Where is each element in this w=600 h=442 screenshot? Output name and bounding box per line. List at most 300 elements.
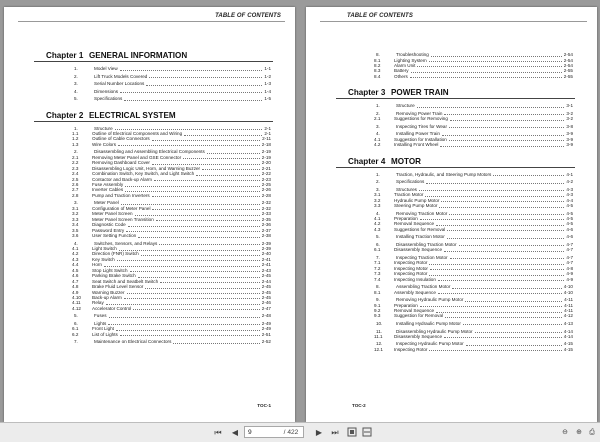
- toc-entry-page: 1-4: [264, 88, 271, 94]
- toc-entry-number: 4.: [376, 210, 380, 216]
- print-icon[interactable]: ⎙: [589, 428, 595, 436]
- toc-entry-number: 2.: [74, 73, 78, 79]
- toc-entry-number: 3.1: [72, 205, 79, 211]
- toc-entry-title: Disassembling Logic Unit, Horn, and Warning Buzzer: [92, 165, 201, 171]
- toc-entry-page: 2-20: [261, 160, 271, 166]
- dot-leader: [196, 173, 260, 176]
- toc-entry[interactable]: [4, 74, 295, 79]
- toc-entry-page: 3-8: [566, 123, 573, 129]
- toc-entry-number: 9.2: [374, 308, 381, 313]
- toc-entry-title: Disassembling Traction Motor: [396, 241, 457, 247]
- toc-entry-title: List of Lights: [92, 331, 118, 337]
- chapter-heading[interactable]: [34, 49, 273, 62]
- toc-entry-number: 4.1: [72, 246, 79, 252]
- toc-entry-number: 2.1: [374, 116, 381, 122]
- toc-subentry[interactable]: [306, 227, 597, 232]
- chapter-title: POWER TRAIN: [391, 88, 449, 98]
- toc-entry-number: 8.2: [374, 62, 381, 68]
- toc-entry-page: 4-6: [566, 234, 573, 240]
- toc-subentry[interactable]: [4, 233, 295, 238]
- header-rule: [18, 21, 285, 22]
- dot-leader: [430, 267, 564, 270]
- toc-entry-number: 3.2: [72, 211, 79, 217]
- toc-entry-page: 4-11: [564, 302, 573, 308]
- document-page-left: [4, 7, 295, 422]
- toc-entry-title: Specifications: [94, 96, 123, 102]
- toc-entry-title: Serial Number Locations: [94, 81, 145, 87]
- toc-entry-number: 10.: [376, 320, 383, 326]
- toc-entry-page: 4-8: [566, 265, 573, 271]
- toc-entry-number: 9.1: [374, 302, 381, 308]
- toc-subentry[interactable]: [4, 142, 295, 147]
- toc-entry-page: 1-3: [264, 81, 271, 87]
- toc-subentry[interactable]: [306, 142, 597, 147]
- toc-entry-page: 4-5: [566, 203, 573, 208]
- dot-leader: [439, 205, 564, 208]
- toc-entry-number: 5.: [376, 234, 380, 240]
- page-header: TABLE OF CONTENTS: [347, 13, 413, 19]
- toc-entry-title: Disassembling and Assembling Electrical Components: [94, 149, 205, 155]
- toc-entry-title: Inverter Cables: [92, 187, 124, 193]
- dot-leader: [429, 348, 562, 351]
- dot-leader: [124, 98, 262, 101]
- dot-leader: [449, 125, 564, 128]
- toc-entry-page: 2-41: [261, 262, 271, 268]
- toc-entry-page: 2-22: [261, 171, 271, 177]
- toc-entry-number: 2.2: [72, 160, 79, 166]
- chapter-title: MOTOR: [391, 156, 421, 166]
- dot-leader: [149, 75, 262, 78]
- toc-entry-page: 2-43: [261, 267, 271, 273]
- dot-leader: [202, 167, 260, 170]
- dot-leader: [419, 188, 564, 191]
- dot-leader: [429, 262, 564, 265]
- toc-entry-title: Others: [394, 73, 408, 79]
- zoom-in-icon[interactable]: ⊕: [576, 428, 582, 436]
- dot-leader: [138, 235, 260, 238]
- toc-entry-title: Suggestions for Removal: [394, 226, 446, 232]
- dot-leader: [127, 291, 260, 294]
- toc-entry-page: 2-38: [261, 233, 271, 239]
- toc-entry-page: 2-25: [261, 182, 271, 188]
- toc-entry-number: 11.1: [374, 333, 383, 339]
- toc-entry[interactable]: [306, 321, 597, 326]
- dot-leader: [410, 75, 562, 78]
- toc-entry-number: 5.: [74, 96, 78, 102]
- toc-entry-number: 4.9: [72, 289, 79, 295]
- dot-leader: [438, 291, 562, 294]
- toc-entry-page: 2-19: [261, 154, 271, 160]
- toc-entry-page: 1-1: [264, 66, 271, 71]
- toc-entry-page: 2-45: [261, 284, 271, 290]
- toc-entry[interactable]: [4, 66, 295, 71]
- toc-entry-number: 2.4: [72, 171, 79, 177]
- dot-leader: [447, 236, 564, 239]
- toc-entry-number: 9.3: [374, 313, 381, 319]
- toc-entry-page: 4-5: [566, 215, 573, 221]
- toc-entry-number: 4.11: [72, 300, 81, 306]
- toc-entry-number: 7.1: [374, 260, 381, 266]
- dot-leader: [141, 253, 260, 256]
- dot-leader: [124, 296, 260, 299]
- toc-entry-title: Stop Light Switch: [92, 267, 128, 273]
- toc-entry-page: 4-14: [563, 328, 573, 334]
- toc-entry-number: 2.: [376, 179, 380, 185]
- toc-entry-title: Model View: [94, 66, 118, 71]
- last-page-icon[interactable]: ⏭: [331, 428, 339, 437]
- dot-leader: [120, 90, 262, 93]
- toc-entry-page: 4-1: [566, 171, 573, 177]
- toc-entry-page: 2-23: [261, 176, 271, 182]
- chapter-title: ELECTRICAL SYSTEM: [89, 110, 176, 120]
- toc-entry-page: 4-7: [566, 260, 573, 266]
- page-total: / 422: [283, 428, 299, 436]
- toc-entry-number: 3.5: [72, 227, 79, 233]
- toc-entry-number: 3.: [376, 123, 380, 129]
- toc-entry[interactable]: [4, 339, 295, 344]
- page-number-value: 9: [248, 429, 252, 436]
- toc-entry-page: 4-13: [563, 320, 573, 326]
- toc-entry-page: 2-54: [563, 57, 573, 63]
- dot-leader: [115, 127, 262, 130]
- table-of-contents: [306, 50, 597, 352]
- dot-leader: [441, 199, 564, 202]
- table-of-contents: [4, 49, 295, 345]
- toc-entry-page: 1-5: [264, 96, 271, 102]
- dot-leader: [444, 249, 564, 252]
- toc-entry-page: 4-7: [566, 247, 573, 253]
- toc-entry-number: 4.: [74, 240, 78, 246]
- dot-leader: [452, 286, 562, 289]
- toc-entry-page: 4-11: [564, 297, 573, 303]
- toc-subentry[interactable]: [306, 277, 597, 282]
- dot-leader: [411, 70, 562, 73]
- toc-entry-title: Lights: [94, 320, 107, 326]
- chapter-heading[interactable]: [336, 86, 575, 99]
- toc-entry-title: Removing Dashboard Cover: [92, 160, 150, 166]
- toc-entry-title: Contactor and Back-up Alarm: [92, 176, 153, 182]
- toc-entry-number: 4.8: [72, 284, 79, 290]
- toc-entry-page: 2-45: [261, 294, 271, 300]
- chapter-number: Chapter 4: [348, 156, 386, 166]
- dot-leader: [120, 68, 262, 71]
- toc-entry[interactable]: [4, 81, 295, 86]
- toc-entry-page: 2-55: [563, 73, 573, 79]
- toc-entry-page: 4-6: [566, 226, 573, 232]
- toc-entry-number: 1.2: [72, 136, 79, 142]
- document-page-right: [306, 7, 597, 422]
- toc-entry-page: 2-40: [261, 251, 271, 257]
- toc-entry-number: 4.5: [72, 267, 79, 273]
- toc-entry-number: 3.6: [72, 233, 79, 239]
- zoom-out-icon[interactable]: ⊖: [562, 428, 568, 436]
- dot-leader: [133, 307, 260, 310]
- dot-leader: [184, 133, 262, 136]
- toc-entry-number: 3.: [74, 200, 78, 206]
- toc-entry-title: Meter Panel Screen Transition: [92, 216, 154, 222]
- toc-entry-title: Battery: [394, 68, 409, 74]
- dot-leader: [436, 310, 562, 313]
- dot-leader: [118, 143, 260, 146]
- dot-leader: [429, 59, 562, 62]
- page-footer: TOC-1: [257, 403, 271, 408]
- toc-entry-title: Suggestion for Installation: [394, 136, 447, 142]
- toc-entry-title: Disassembling Hydraulic Pump Motor: [396, 328, 473, 334]
- toc-entry-page: 4-9: [566, 276, 573, 282]
- toc-entry-title: Inspecting Tires for Wear: [396, 123, 447, 129]
- toc-entry-page: 4-10: [563, 289, 573, 295]
- toc-entry-title: Troubleshooting: [396, 52, 429, 58]
- toc-entry-title: Inspecting Insulation: [394, 276, 436, 282]
- toc-subentry[interactable]: [306, 116, 597, 121]
- toc-entry-title: Brake Fluid Level Sensor: [92, 284, 144, 290]
- toc-entry-number: 7.3: [374, 271, 381, 277]
- dot-leader: [135, 213, 260, 216]
- toc-entry-title: Removing Hydraulic Pump Motor: [396, 297, 464, 303]
- toc-entry-page: 4-3: [566, 192, 573, 198]
- toc-entry-number: 4.10: [72, 294, 81, 300]
- toc-entry-title: Horn: [92, 262, 102, 268]
- toc-entry-title: Warning Buzzer: [92, 289, 125, 295]
- toc-subentry[interactable]: [306, 290, 597, 295]
- toc-entry-title: Suggestions for Removing: [394, 116, 448, 122]
- toc-entry-title: Accelerator Control: [92, 305, 132, 311]
- toc-entry-page: 2-11: [262, 136, 271, 142]
- first-page-icon[interactable]: ⏮: [214, 428, 222, 437]
- toc-entry-number: 3.1: [374, 192, 381, 198]
- toc-entry-title: Diagnostic Code: [92, 222, 126, 228]
- toc-entry-title: Traction, Hydraulic, and Steering Pump Motors: [396, 171, 492, 177]
- toc-entry-page: 4-15: [563, 341, 573, 347]
- toc-subentry[interactable]: [306, 347, 597, 352]
- previous-page-icon[interactable]: ◀: [231, 428, 239, 437]
- chapter-number: Chapter 1: [46, 51, 84, 60]
- toc-entry-page: 3-2: [566, 116, 573, 122]
- toc-entry-number: 9.: [376, 297, 380, 303]
- toc-entry-number: 6.: [376, 241, 380, 247]
- toc-entry-page: 4-7: [566, 254, 573, 260]
- toc-subentry[interactable]: [4, 332, 295, 337]
- dot-leader: [120, 333, 260, 336]
- toc-entry-page: 2-45: [261, 289, 271, 295]
- dot-leader: [160, 280, 260, 283]
- toc-entry-number: 2.8: [72, 192, 79, 198]
- toc-entry-title: Configuration of Meter Panel: [92, 205, 151, 211]
- toc-entry-page: 2-54: [563, 62, 573, 68]
- toc-entry[interactable]: [306, 172, 597, 177]
- dot-leader: [173, 341, 260, 344]
- toc-entry-page: 3-9: [566, 142, 573, 148]
- toc-entry-number: 1.: [376, 171, 380, 177]
- toc-entry-number: 11.: [376, 328, 383, 334]
- toc-entry-title: Parking Brake Switch: [92, 273, 136, 279]
- toc-entry-title: Back-up Alarm: [92, 294, 122, 300]
- toc-entry-page: 2-51: [261, 331, 271, 337]
- dot-leader: [138, 275, 260, 278]
- toc-entry-title: Inspecting Motor: [394, 265, 428, 271]
- toc-entry-number: 4.2: [72, 251, 79, 257]
- toc-entry-page: 4-11: [564, 308, 573, 313]
- toc-entry-page: 2-37: [261, 227, 271, 233]
- toc-entry-title: Removing Meter Panel and GSE Connector: [92, 154, 182, 160]
- dot-leader: [183, 156, 260, 159]
- toc-subentry[interactable]: [306, 74, 597, 79]
- dot-leader: [152, 207, 260, 210]
- dot-leader: [463, 322, 562, 325]
- toc-entry-number: 6.1: [374, 247, 381, 253]
- toc-entry-page: 2-18: [261, 141, 271, 147]
- toc-entry-number: 4.2: [374, 221, 381, 227]
- toc-entry-page: 2-54: [563, 52, 573, 58]
- toc-entry-page: 2-39: [261, 246, 271, 252]
- header-rule: [320, 21, 587, 22]
- toc-entry-number: 8.4: [374, 73, 381, 79]
- toc-entry-title: Installing Power Train: [396, 131, 440, 137]
- next-page-icon[interactable]: ▶: [315, 428, 323, 437]
- toc-entry-page: 4-14: [563, 333, 573, 339]
- toc-entry-page: 2-33: [261, 211, 271, 217]
- toc-entry-page: 2-32: [261, 200, 271, 206]
- dot-leader: [159, 242, 260, 245]
- dot-leader: [450, 118, 564, 121]
- toc-subentry[interactable]: [306, 313, 597, 318]
- toc-entry-page: 2-1: [264, 125, 271, 131]
- toc-entry-number: 6.1: [72, 326, 79, 332]
- toc-entry-title: Maintenance on Electrical Connectors: [94, 339, 172, 345]
- toc-entry-page: 2-1: [264, 131, 271, 136]
- toc-entry-number: 4.6: [72, 273, 79, 279]
- toc-entry-title: Assembly Sequence: [394, 289, 436, 295]
- dot-leader: [128, 224, 260, 227]
- toc-entry-number: 1.: [74, 66, 78, 71]
- toc-entry-number: 12.1: [374, 346, 383, 352]
- dot-leader: [442, 133, 564, 136]
- toc-entry-title: Lift Truck Models Covered: [94, 73, 148, 79]
- toc-entry-title: Front Light: [92, 326, 114, 332]
- toc-entry-page: 4-2: [566, 179, 573, 185]
- toc-entry-number: 4.: [74, 88, 78, 94]
- dot-leader: [431, 54, 562, 57]
- toc-entry-number: 7.: [376, 254, 380, 260]
- dot-leader: [425, 194, 564, 197]
- dot-leader: [493, 173, 564, 176]
- toc-entry-page: 3-9: [566, 136, 573, 142]
- toc-entry-page: 2-39: [261, 240, 271, 246]
- toc-entry[interactable]: [306, 103, 597, 108]
- toc-entry-title: Structure: [94, 125, 113, 131]
- dot-leader: [449, 138, 564, 141]
- dot-leader: [145, 286, 260, 289]
- toc-entry-title: Password Entry: [92, 227, 125, 233]
- toc-entry-title: Specifications: [396, 179, 425, 185]
- dot-leader: [450, 256, 564, 259]
- dot-leader: [444, 112, 564, 115]
- toc-entry-number: 1.: [74, 125, 78, 131]
- toc-entry-title: Assembling Traction Motor: [396, 284, 451, 290]
- toc-entry-page: 4-5: [566, 210, 573, 216]
- toc-entry-page: 2-21: [261, 165, 271, 171]
- toc-entry-title: Hydraulic Pump Motor: [394, 197, 440, 203]
- toc-entry-number: 3.3: [72, 216, 79, 222]
- toc-entry[interactable]: [4, 89, 295, 94]
- toc-entry-title: Relay: [92, 300, 104, 306]
- toc-entry-number: 6.2: [72, 331, 79, 337]
- dot-leader: [447, 228, 564, 231]
- dot-leader: [117, 258, 260, 261]
- toc-subentry[interactable]: [4, 306, 295, 311]
- toc-entry-title: Wire Colors: [92, 141, 116, 147]
- toc-entry-page: 4-4: [566, 197, 573, 203]
- toc-subentry[interactable]: [306, 247, 597, 252]
- toc-entry-title: Inspecting Rotor: [394, 260, 428, 266]
- toc-entry-number: 4.3: [374, 226, 381, 232]
- toc-entry-number: 1.1: [72, 131, 79, 136]
- chapter-heading[interactable]: [336, 155, 575, 168]
- dot-leader: [207, 151, 260, 154]
- toc-entry[interactable]: [306, 234, 597, 239]
- toc-entry[interactable]: [306, 124, 597, 129]
- toc-entry-page: 4-9: [566, 271, 573, 277]
- toc-entry-title: Inspecting Hydraulic Pump Motor: [396, 341, 464, 347]
- toc-entry-number: 2.6: [72, 182, 79, 188]
- toc-entry-title: Removal Sequence: [394, 221, 435, 227]
- toc-entry-page: 2-28: [261, 192, 271, 198]
- page-header: TABLE OF CONTENTS: [215, 13, 281, 19]
- toc-entry-title: Inspecting Rotor: [394, 346, 428, 352]
- toc-entry-title: Preparation: [394, 302, 418, 308]
- dot-leader: [126, 229, 260, 232]
- toc-entry-number: 12.: [376, 341, 383, 347]
- toc-entry[interactable]: [306, 179, 597, 184]
- toc-subentry[interactable]: [306, 334, 597, 339]
- toc-entry-number: 4.3: [72, 256, 79, 262]
- toc-entry-page: 2-35: [261, 216, 271, 222]
- dot-leader: [420, 304, 562, 307]
- dot-leader: [466, 343, 562, 346]
- toc-entry[interactable]: [4, 96, 295, 101]
- dot-leader: [152, 138, 260, 141]
- dot-leader: [436, 223, 564, 226]
- toc-entry-number: 8.1: [374, 57, 381, 63]
- toc-entry-page: 3-9: [566, 131, 573, 137]
- toc-entry-title: Disassembly Sequence: [394, 247, 443, 253]
- toc-entry-title: Alarm Unit: [394, 62, 416, 68]
- toc-entry-number: 2.: [376, 110, 380, 116]
- dot-leader: [121, 202, 260, 205]
- dot-leader: [475, 330, 562, 333]
- toc-entry-title: Lighting System: [394, 57, 427, 63]
- dot-leader: [152, 194, 260, 197]
- toc-entry-page: 3-1: [566, 103, 573, 109]
- toc-entry-title: Light Switch: [92, 246, 117, 252]
- toc-entry-page: 2-55: [563, 68, 573, 74]
- toc-entry-title: Seat Switch and Seatbelt Switch: [92, 278, 159, 284]
- toc-entry[interactable]: [4, 313, 295, 318]
- toc-entry-number: 4.1: [374, 215, 381, 221]
- fit-page-icon[interactable]: [346, 427, 358, 438]
- dot-leader: [125, 184, 260, 187]
- chapter-heading[interactable]: [34, 109, 273, 122]
- toc-entry-page: 2-49: [261, 320, 271, 326]
- dot-leader: [429, 273, 564, 276]
- toc-entry-page: 2-44: [261, 278, 271, 284]
- toc-subentry[interactable]: [306, 203, 597, 208]
- toc-entry-title: Installing Traction Motor: [396, 234, 445, 240]
- toc-subentry[interactable]: [4, 193, 295, 198]
- toc-entry-title: Pump and Traction Inverters: [92, 192, 150, 198]
- dot-leader: [445, 315, 562, 318]
- fit-width-icon[interactable]: [361, 427, 373, 438]
